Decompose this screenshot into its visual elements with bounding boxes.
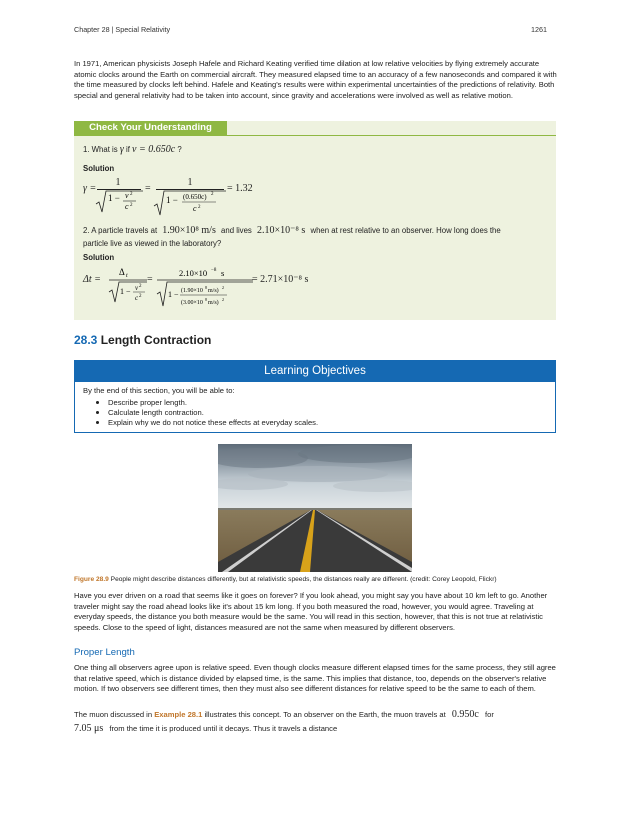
question-2-continued: particle live as viewed in the laboratory? bbox=[83, 239, 222, 248]
svg-text:Δ: Δ bbox=[119, 267, 125, 277]
check-understanding-title: Check Your Understanding bbox=[74, 121, 227, 135]
q2-part-c: when at rest relative to an observer. How long does the bbox=[310, 226, 501, 235]
svg-text:2: 2 bbox=[139, 284, 142, 289]
svg-text:c: c bbox=[193, 204, 197, 213]
svg-text:c: c bbox=[125, 202, 129, 211]
s1-result: = 1.32 bbox=[227, 183, 253, 194]
svg-text:s: s bbox=[221, 268, 225, 278]
svg-text:2: 2 bbox=[222, 297, 224, 302]
svg-text:2: 2 bbox=[130, 203, 133, 208]
q1-prefix: 1. What is bbox=[83, 145, 118, 154]
paragraph-road: Have you ever driven on a road that seems like it goes on forever? If you look ahead, you might say you have about 10 km left to go. Another traveler might say the road ahead looks like it's about 15 km long. If you both measured the road, however, you would agree. Traveling at everyday speeds, the distance you both measure would be the same. You will read in this section, however, that this is not true at relativistic speeds. Close to the speed of light, distances measured are not the same when measured by different observers. bbox=[74, 591, 548, 632]
paragraph-relative-speed: One thing all observers agree upon is relative speed. Even though clocks measure different elapsed times for the same process, they still agree that relative speed, which is distance divided by elapsed time, is the same. This implies that distance, too, depends on the observer's relative motion. If two observers see different times, then they must also see different distances for relative speed to be the same to each of them. bbox=[74, 663, 556, 694]
muon-text-a: The muon discussed in bbox=[74, 710, 153, 719]
muon-text-c: for bbox=[484, 710, 494, 719]
svg-text:m/s): m/s) bbox=[208, 300, 219, 306]
bullet-icon bbox=[96, 421, 99, 424]
solution-2-equation: Δt = Δ t 1 − v 2 c 2 = 2.10×10 −8 s 1 − (1.90×10 8 m/s) 2 (3.00×10 8 m/s) 2 = 2.71×10⁻⁸ s bbox=[83, 264, 413, 312]
bullet-icon bbox=[96, 401, 99, 404]
objective-item: Describe proper length. bbox=[108, 398, 187, 407]
paragraph-muon-line2 bbox=[74, 724, 558, 735]
figure-caption-text: People might describe distances differently, but at relativistic speeds, the distances really are different. (credit: Corey Leopold, Flickr) bbox=[110, 576, 497, 583]
question-2 bbox=[83, 226, 543, 237]
q1-if: if bbox=[125, 145, 130, 154]
svg-text:2: 2 bbox=[130, 192, 133, 197]
svg-text:1 −: 1 − bbox=[108, 193, 120, 203]
figure-caption bbox=[74, 575, 558, 584]
sqrt-symbol-2 bbox=[153, 190, 228, 218]
solution-2-heading: Solution bbox=[83, 253, 115, 262]
svg-text:m/s): m/s) bbox=[208, 288, 219, 294]
svg-text:1 −: 1 − bbox=[168, 290, 179, 299]
check-understanding-rule bbox=[74, 135, 556, 136]
solution-1-equation: γ = 1 1 − v 2 c 2 = 1 1 − (0.650c) 2 c 2 = 1.32 bbox=[83, 175, 383, 215]
s1-num2: 1 bbox=[187, 177, 193, 188]
svg-text:2: 2 bbox=[198, 205, 201, 210]
svg-text:c: c bbox=[135, 294, 139, 302]
intro-paragraph: In 1971, American physicists Joseph Hafele and Richard Keating verified time dilation at low relative velocities by flying extremely accurate atomic clocks around the Earth on commercial aircraft. They measured elapsed time to an accuracy of a few nanoseconds and compared it with the time measured by clocks left behind. Hafele and Keating's results were within experimental uncertainties of the predictions of relativity. Both special and general relativity had to be taken into account, since gravity and accelerations were involved as well as relative motion. bbox=[74, 59, 557, 100]
svg-text:v: v bbox=[125, 191, 129, 200]
objectives-intro: By the end of this section, you will be able to: bbox=[83, 386, 235, 395]
solution-1-heading: Solution bbox=[83, 164, 115, 173]
svg-text:1 −: 1 − bbox=[120, 287, 131, 296]
muon-text-d: from the time it is produced until it decays. Thus it travels a distance bbox=[109, 724, 338, 733]
gamma-symbol: γ bbox=[119, 144, 124, 155]
sqrt-symbol-1 bbox=[95, 190, 145, 214]
figure-label: Figure 28.9 bbox=[74, 576, 109, 583]
q2-part-b: and lives bbox=[221, 226, 252, 235]
muon-time: 7.05 μs bbox=[74, 723, 104, 734]
svg-text:−8: −8 bbox=[211, 268, 217, 273]
svg-text:1 −: 1 − bbox=[166, 195, 178, 205]
svg-text:2: 2 bbox=[139, 294, 142, 299]
s2-lhs: Δt = bbox=[83, 274, 101, 285]
svg-text:2: 2 bbox=[211, 192, 214, 197]
example-link[interactable]: Example 28.1 bbox=[154, 710, 203, 719]
q2-speed: 1.90×10⁸ m/s bbox=[162, 225, 216, 236]
s1-num1: 1 bbox=[115, 177, 121, 188]
road-photo bbox=[218, 444, 412, 572]
svg-text:(0.650c): (0.650c) bbox=[183, 193, 207, 201]
running-header-chapter: Chapter 28 | Special Relativity bbox=[74, 25, 171, 34]
svg-text:v: v bbox=[135, 284, 139, 292]
q1-end: ? bbox=[177, 145, 182, 154]
svg-text:8: 8 bbox=[205, 285, 207, 290]
q2-part-a: 2. A particle travels at bbox=[83, 226, 158, 235]
s2-result: = 2.71×10⁻⁸ s bbox=[252, 274, 309, 285]
svg-text:t: t bbox=[126, 273, 128, 279]
svg-text:8: 8 bbox=[205, 297, 207, 302]
q1-velocity: v = 0.650c bbox=[132, 144, 176, 155]
s1-lhs: γ = bbox=[83, 183, 97, 194]
svg-text:(1.90×10: (1.90×10 bbox=[181, 288, 203, 294]
subheading-proper-length: Proper Length bbox=[74, 647, 135, 658]
muon-text-b: illustrates this concept. To an observer on the Earth, the muon travels at bbox=[204, 710, 446, 719]
bullet-icon bbox=[96, 411, 99, 414]
s2-fraction-2 bbox=[155, 264, 255, 310]
svg-text:2: 2 bbox=[222, 285, 224, 290]
page-number: 1261 bbox=[531, 25, 547, 34]
question-1 bbox=[83, 145, 182, 156]
svg-text:2.10×10: 2.10×10 bbox=[179, 268, 208, 278]
section-number: 28.3 bbox=[74, 333, 98, 347]
q2-lifetime: 2.10×10⁻⁸ s bbox=[256, 225, 306, 236]
objective-item: Calculate length contraction. bbox=[108, 408, 204, 417]
section-heading bbox=[74, 333, 211, 347]
paragraph-muon bbox=[74, 710, 558, 721]
section-title: Length Contraction bbox=[100, 333, 212, 347]
objective-item: Explain why we do not notice these effects at everyday scales. bbox=[108, 418, 319, 427]
s2-fraction-1 bbox=[107, 264, 151, 308]
learning-objectives-title: Learning Objectives bbox=[74, 360, 556, 382]
svg-text:(3.00×10: (3.00×10 bbox=[181, 300, 203, 306]
muon-speed: 0.950c bbox=[451, 709, 479, 720]
